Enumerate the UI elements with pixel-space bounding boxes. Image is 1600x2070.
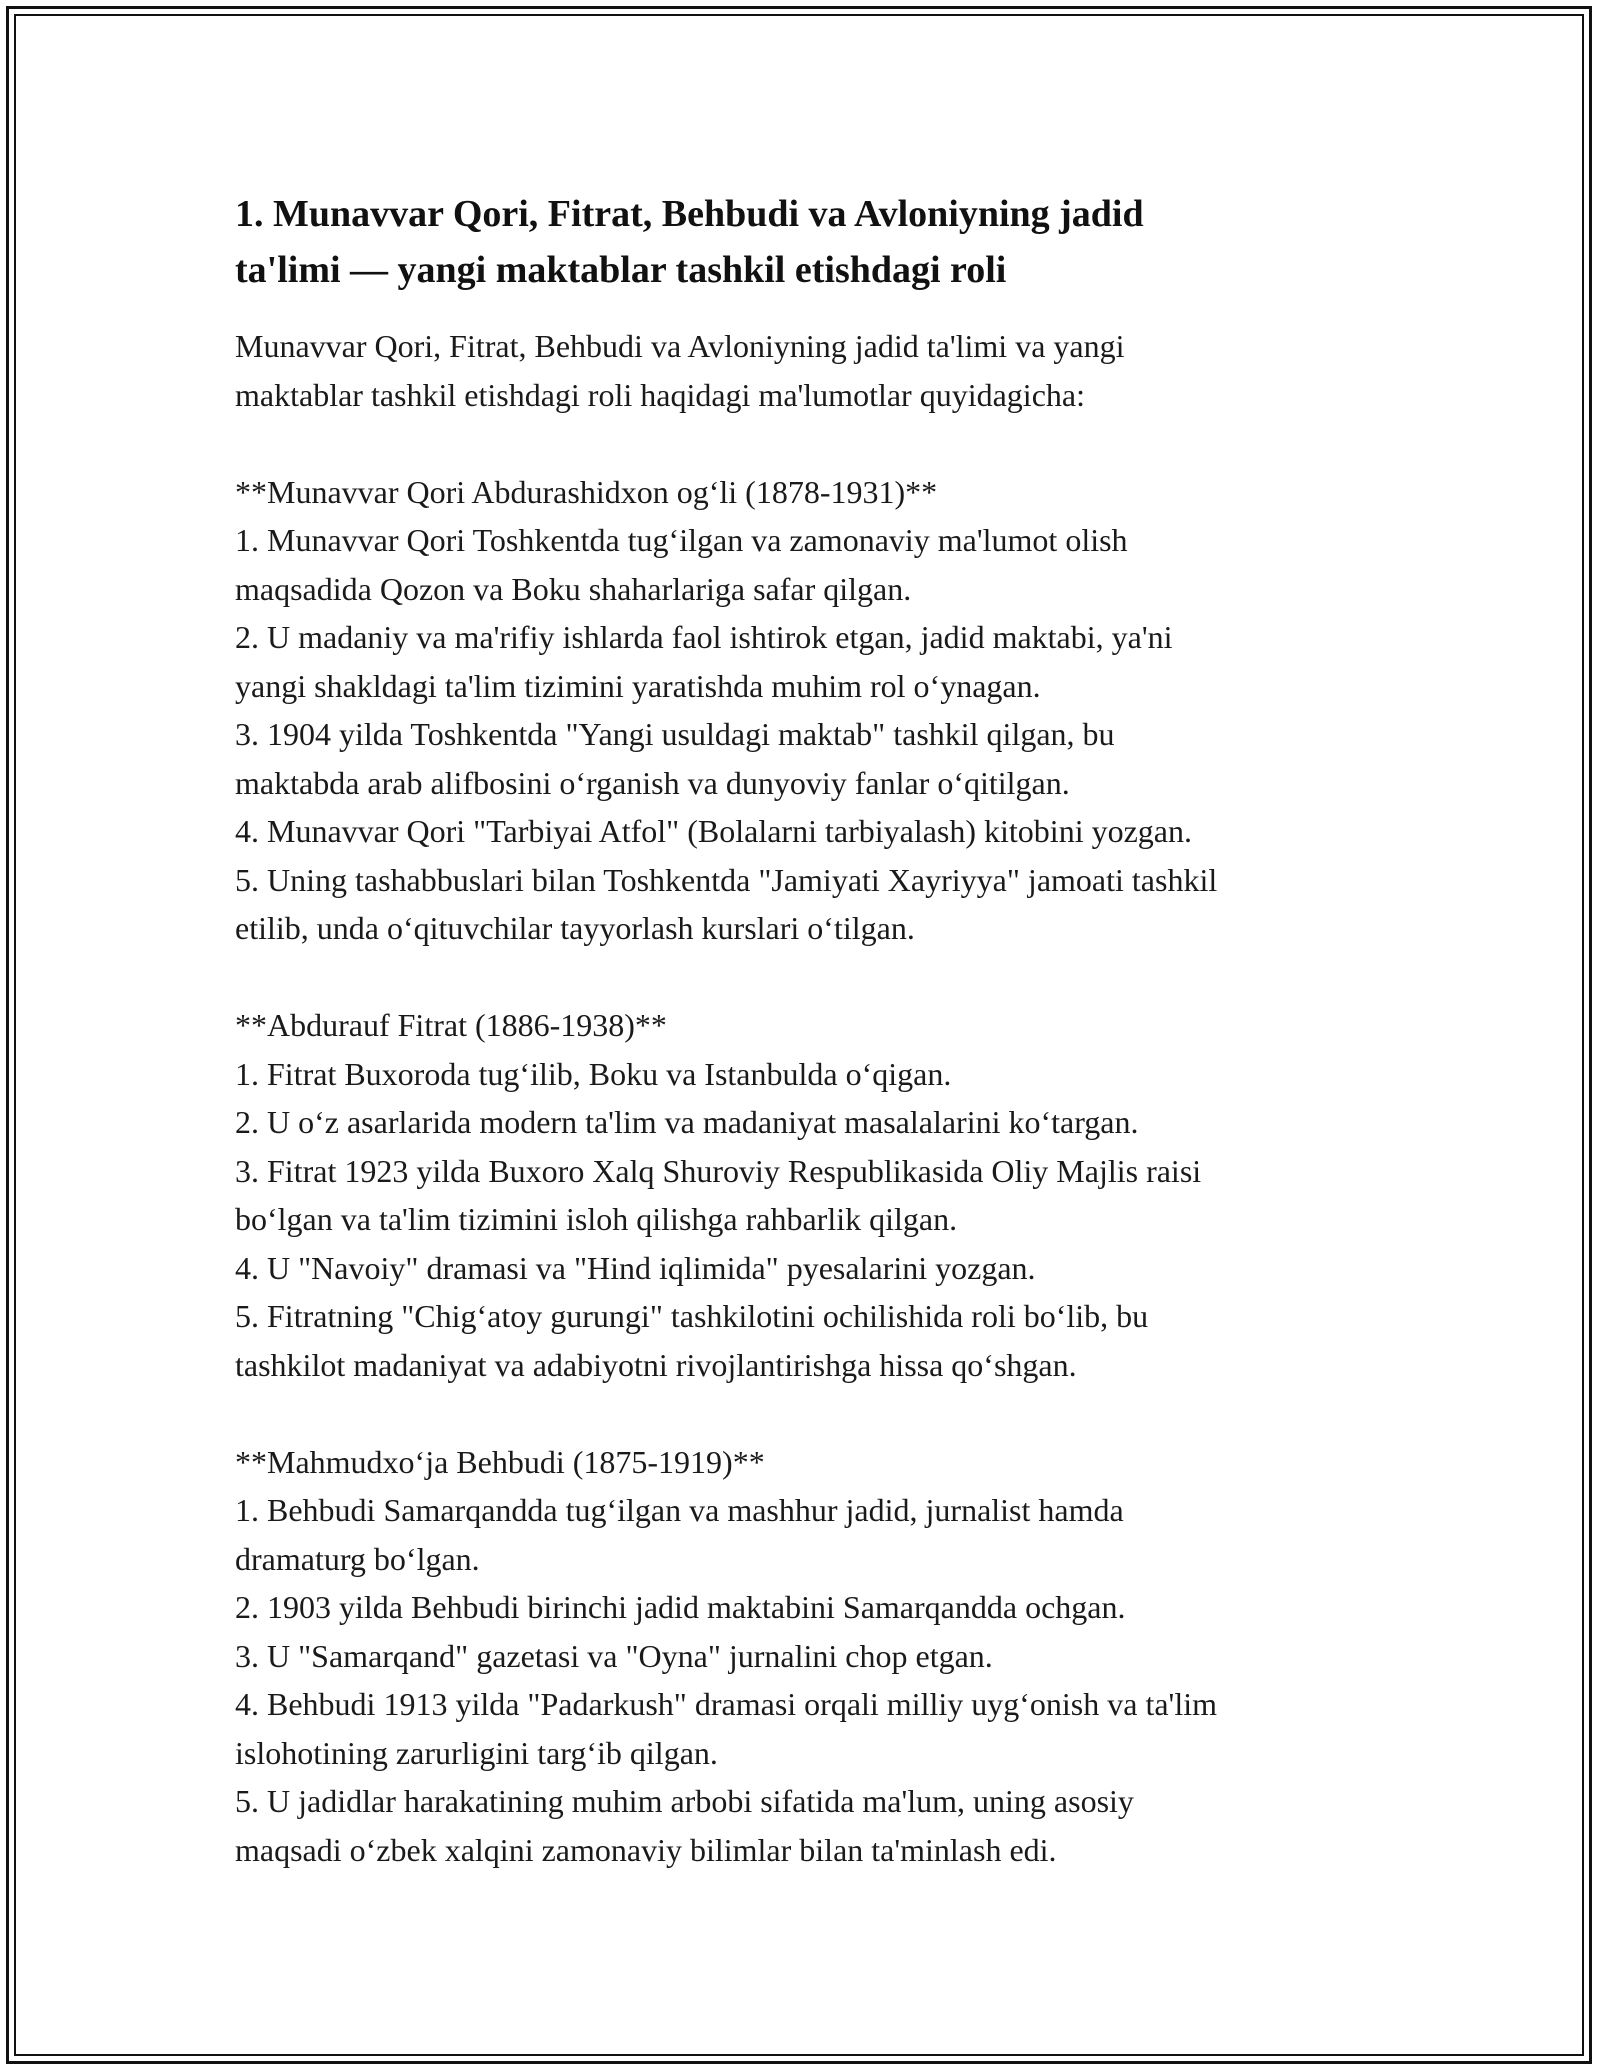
section-line: 4. U "Navoiy" dramasi va "Hind iqlimida" pyesalarini yozgan. (235, 1249, 1036, 1286)
section-line: dramaturg bo‘lgan. (235, 1540, 480, 1577)
section-line: 1. Fitrat Buxoroda tug‘ilib, Boku va Istanbulda o‘qigan. (235, 1055, 952, 1092)
section-behbudi (235, 1438, 1375, 1875)
document-body (235, 322, 1375, 1874)
intro-line: maktablar tashkil etishdagi roli haqidagi ma'lumotlar quyidagicha: (235, 376, 1085, 413)
section-heading: **Abdurauf Fitrat (1886-1938)** (235, 1007, 667, 1043)
section-line: etilib, unda o‘qituvchilar tayyorlash kurslari o‘tilgan. (235, 910, 915, 946)
section-munavvar-qori (235, 468, 1375, 953)
section-line: 2. U o‘z asarlarida modern ta'lim va madaniyat masalalarini ko‘targan. (235, 1104, 1139, 1140)
section-line: 2. U madaniy va ma'rifiy ishlarda faol ishtirok etgan, jadid maktabi, ya'ni (235, 619, 1173, 655)
intro-paragraph (235, 322, 1375, 419)
section-heading: **Mahmudxo‘ja Behbudi (1875-1919)** (235, 1443, 765, 1480)
section-line: 5. U jadidlar harakatining muhim arbobi sifatida ma'lum, uning asosiy (235, 1783, 1134, 1819)
section-line: 4. Munavvar Qori "Tarbiyai Atfol" (Bolalarni tarbiyalash) kitobini yozgan. (235, 813, 1192, 849)
section-line: bo‘lgan va ta'lim tizimini isloh qilishga rahbarlik qilgan. (235, 1201, 958, 1237)
section-line: 5. Fitratning "Chig‘atoy gurungi" tashkilotini ochilishida roli bo‘lib, bu (235, 1298, 1149, 1334)
section-line: 3. 1904 yilda Toshkentda "Yangi usuldagi maktab" tashkil qilgan, bu (235, 716, 1115, 752)
section-line: maktabda arab alifbosini o‘rganish va dunyoviy fanlar o‘qitilgan. (235, 764, 1070, 801)
section-line: 3. Fitrat 1923 yilda Buxoro Xalq Shuroviy Respublikasida Oliy Majlis raisi (235, 1152, 1202, 1189)
document-title (235, 186, 1375, 298)
section-line: 5. Uning tashabbuslari bilan Toshkentda "Jamiyati Xayriyya" jamoati tashkil (235, 861, 1218, 898)
section-line: 1. Munavvar Qori Toshkentda tug‘ilgan va zamonaviy ma'lumot olish (235, 522, 1128, 558)
section-fitrat (235, 1001, 1375, 1389)
title-line: ta'limi — yangi maktablar tashkil etishdagi roli (235, 249, 1007, 291)
section-line: tashkilot madaniyat va adabiyotni rivojlantirishga hissa qo‘shgan. (235, 1346, 1077, 1383)
blank-line (235, 953, 1375, 1002)
section-heading: **Munavvar Qori Abdurashidxon og‘li (1878-1931)** (235, 473, 938, 510)
section-line: maqsadi o‘zbek xalqini zamonaviy bilimlar bilan ta'minlash edi. (235, 1831, 1057, 1868)
section-line: islohotining zarurligini targ‘ib qilgan. (235, 1734, 718, 1771)
section-line: 3. U "Samarqand" gazetasi va "Oyna" jurnalini chop etgan. (235, 1637, 993, 1674)
section-line: 2. 1903 yilda Behbudi birinchi jadid maktabini Samarqandda ochgan. (235, 1589, 1126, 1625)
document-content (235, 186, 1375, 1874)
section-line: 4. Behbudi 1913 yilda "Padarkush" dramasi orqali milliy uyg‘onish va ta'lim (235, 1686, 1217, 1722)
intro-line: Munavvar Qori, Fitrat, Behbudi va Avloniyning jadid ta'limi va yangi (235, 328, 1125, 364)
section-line: maqsadida Qozon va Boku shaharlariga safar qilgan. (235, 570, 912, 607)
blank-line (235, 1389, 1375, 1438)
section-line: yangi shakldagi ta'lim tizimini yaratishda muhim rol o‘ynagan. (235, 667, 1041, 704)
section-line: 1. Behbudi Samarqandda tug‘ilgan va mashhur jadid, jurnalist hamda (235, 1492, 1124, 1528)
blank-line (235, 419, 1375, 468)
title-line: 1. Munavvar Qori, Fitrat, Behbudi va Avloniyning jadid (235, 193, 1144, 235)
